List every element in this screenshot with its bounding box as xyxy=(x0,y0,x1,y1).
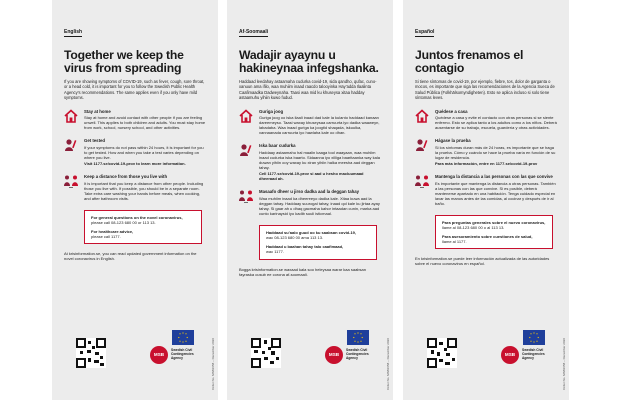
test-icon xyxy=(415,138,429,152)
contact-number: wac 1177. xyxy=(266,249,284,255)
section-body: Haddaay astaamahu hal maalin kaaga tool waayaan, waa muhiim inaad cudurka iska baarto. Sidaanna iyo xilliga baaritaanka way kala duwan yihiin ooy waxay ku xiran yihiin halka meesha aad deggan tahay. xyxy=(259,149,380,171)
qr-code-icon[interactable] xyxy=(427,338,457,368)
qr-code-icon[interactable] xyxy=(76,338,106,368)
agency-name: Swedish Civil Contingencies Agency xyxy=(346,348,369,360)
info-link[interactable]: Para más información, entre en 1177.se/covid-19-prov xyxy=(435,161,538,166)
order-number: Order No. MSB1658 – December 2020 xyxy=(562,338,566,390)
contact-heading: Para asesoramiento sobre cuestiones de salud, xyxy=(442,234,533,240)
agency-name: Swedish Civil Contingencies Agency xyxy=(522,348,545,360)
language-label: Af-Soomaali xyxy=(239,29,269,35)
section-heading: Masaafo dheer u jirso dadka aad la deggan tahay xyxy=(259,189,360,195)
section-body: Es importante que mantenga la distancia a otras personas. También a las personas con las que convive. Si es posible, deberá mantenerse apartado en una habitación. Tenga cuidado especial en lavar las manos antes de las comidas, al cocinar y después de ir al baño. xyxy=(435,180,556,206)
eu-flag-icon xyxy=(172,330,194,345)
section-stay-home xyxy=(64,109,206,131)
panel-footer xyxy=(76,338,194,382)
order-number: Order No. MSB1658 – December 2020 xyxy=(386,338,390,390)
section-heading: Guriga joog xyxy=(259,108,284,114)
section-stay-home xyxy=(239,109,381,136)
section-body: Guriga joog oo iska ilaali inaad dad kale la kulanto haddaad kanaan dareemeyso. Taasi waxay khuseysaa carruurta iyo dadka waaweyn, labadaba. Waa inaad guriga ka joogtid shaqada, iskuulka, xannaanada carruurta iyo hawlaha kale oo dhan. xyxy=(259,115,380,136)
section-keep-distance xyxy=(239,189,381,216)
order-number: Order No. MSB1658 – December 2020 xyxy=(211,338,215,390)
msb-logo: MSB xyxy=(325,346,343,364)
section-body: Waa muhiim inaad ka dheereeyo dadka kale. Xitaa kuwa aad la deggan tahay. Haddaay suurogal tahay, inaad qol kale ku jirtaa ayay tahay. Si gaar ah u dhaq gacmaha kahor intaadan cunin, marka aad cunto karinaysid iyo kadib suuli isticmaal. xyxy=(259,195,380,217)
agency-name: Swedish Civil Contingencies Agency xyxy=(171,348,194,360)
contact-box xyxy=(435,215,553,249)
contact-heading: For healthcare advice, xyxy=(91,229,134,235)
panel-content xyxy=(239,20,381,277)
flyer-panel-english xyxy=(52,0,218,400)
language-label: English xyxy=(64,29,83,35)
section-get-tested xyxy=(64,138,206,166)
flyer-panel-somali xyxy=(227,0,393,400)
section-body: If your symptoms do not pass within 24 hours, it is important for you to get tested. How and when you take a test varies depending on where you live. xyxy=(84,144,204,160)
section-stay-home xyxy=(415,109,557,131)
eu-flag-icon xyxy=(347,330,369,345)
outro-text: Bogga krisinformation.se waxaad kala soo heleysaa warar kaa saabsan fayraska cusub ee corona af-soomaali. xyxy=(239,266,366,277)
contact-number: please call 1177. xyxy=(91,234,121,240)
house-icon xyxy=(415,109,429,123)
panel-title: Juntos frenamos el contagio xyxy=(415,48,524,75)
test-icon xyxy=(64,138,78,152)
section-heading: Iska baar cudurka xyxy=(259,143,296,149)
info-link[interactable]: Visit 1177.se/covid-19-prov to learn more information. xyxy=(84,161,186,166)
section-heading: Hágase la prueba xyxy=(435,138,471,144)
panel-title: Wadajir ayaynu u hakineynaa infegshanka. xyxy=(239,48,379,75)
section-get-tested xyxy=(415,138,557,166)
contact-box xyxy=(84,210,202,244)
intro-text: If you are showing symptoms of COVID-19, such as fever, cough, sore throat, or a head cold, it is important for you to follow the Swedish Public Health Agency’s recommendations. The same applies even if you only have mild symptoms. xyxy=(64,79,205,101)
qr-code-icon[interactable] xyxy=(251,338,281,368)
section-keep-distance xyxy=(415,174,557,206)
house-icon xyxy=(239,109,253,123)
section-heading: Quédese a casa xyxy=(435,108,468,114)
outro-text: At krisinformation.se, you can read updated government information on the novel coronavirus in English. xyxy=(64,251,197,262)
house-icon xyxy=(64,109,78,123)
panel-footer xyxy=(427,338,545,382)
outro-text: En krisinformation.se puede leer información actualizada de las autoridades sobre el nuevo coronavirus en español. xyxy=(415,256,550,267)
section-heading: Mantenga la distancia a las personas con las que convive xyxy=(435,174,553,180)
section-heading: Stay at home xyxy=(84,108,111,114)
language-label: Español xyxy=(415,29,435,35)
msb-logo: MSB xyxy=(150,346,168,364)
panel-content xyxy=(64,20,206,261)
contact-number: wac 08-123 680 00 ama 113 13. xyxy=(266,235,324,241)
msb-logo: MSB xyxy=(501,346,519,364)
panel-title: Together we keep the virus from spreading xyxy=(64,48,184,75)
contact-heading: Para preguntas generales sobre el nuevo coronavirus, xyxy=(442,219,546,225)
panel-content xyxy=(415,20,557,267)
info-link[interactable]: Cell 1177.se/covid-19-prov si aad u hesho macluumaad dheeraad ah. xyxy=(259,171,364,182)
distance-icon xyxy=(415,174,429,188)
contact-number: llame al 1177. xyxy=(442,239,467,245)
contact-number: please call 08-123 680 00 or 113 13. xyxy=(91,219,156,225)
intro-text: Haddaad leedahay astaamaha cudurka covid-19, sida qandho, qufac, cuno-xanuun ama ifilo, waa muhiim inaad raacdo talooyinka Hay’adda Ilaalinta Caafimaadka Dadweynaha. Taasi waa mid ku khuseysa xitaa hadday astaamuhu yihiin kuwo fudud. xyxy=(239,79,377,101)
contact-box xyxy=(259,225,377,259)
distance-icon xyxy=(239,189,253,203)
contact-heading: Haddaad u baahan tahay talo caafimaad, xyxy=(266,244,344,250)
section-heading: Keep a distance from those you live with xyxy=(84,174,168,180)
contact-number: llame al 08-123 680 00 o al 113 13. xyxy=(442,225,505,231)
section-heading: Get tested xyxy=(84,138,106,144)
flyer-panel-spanish xyxy=(403,0,569,400)
section-get-tested xyxy=(239,143,381,181)
section-body: Stay at home and avoid contact with other people if you are feeling unwell. This applies to both children and adults. You must stay home from work, school, nursery school, and other activities. xyxy=(84,115,206,131)
section-body: It is important that you keep a distance from other people. Including those you live with. If possible, you should be in a separate room. Take extra care washing your hands before meals, when cooking, and after bathroom visits. xyxy=(84,180,204,201)
contact-heading: Haddaad su’aalo guud oo ku saabsan covid-19, xyxy=(266,230,357,236)
section-body: Si los síntomas duran más de 24 horas, es importante que se haga la prueba. Cómo y cuándo se hace la prueba varía en función de su lugar de residencia. xyxy=(435,144,556,160)
contact-heading: For general questions on the novel coronavirus, xyxy=(91,214,183,220)
test-icon xyxy=(239,143,253,157)
section-keep-distance xyxy=(64,174,206,201)
intro-text: Si tiene síntomas de covid-19, por ejemplo, fiebre, tos, dolor de garganta o mocos, es importante que siga las recomendaciones de la Agencia Sueca de Salud Pública (Folkhälsomyndigheten). Esto se aplica incluso si solo tiene síntomas leves. xyxy=(415,79,555,101)
eu-flag-icon xyxy=(523,330,545,345)
distance-icon xyxy=(64,174,78,188)
section-body: Quédese a casa y evite el contacto con otras personas si se siente enfermo. Esto se aplica tanto a los adultos como a los niños. Deberá ausentarse de su trabajo, escuela, guardería y otras actividades. xyxy=(435,115,557,131)
panel-footer xyxy=(251,338,369,382)
